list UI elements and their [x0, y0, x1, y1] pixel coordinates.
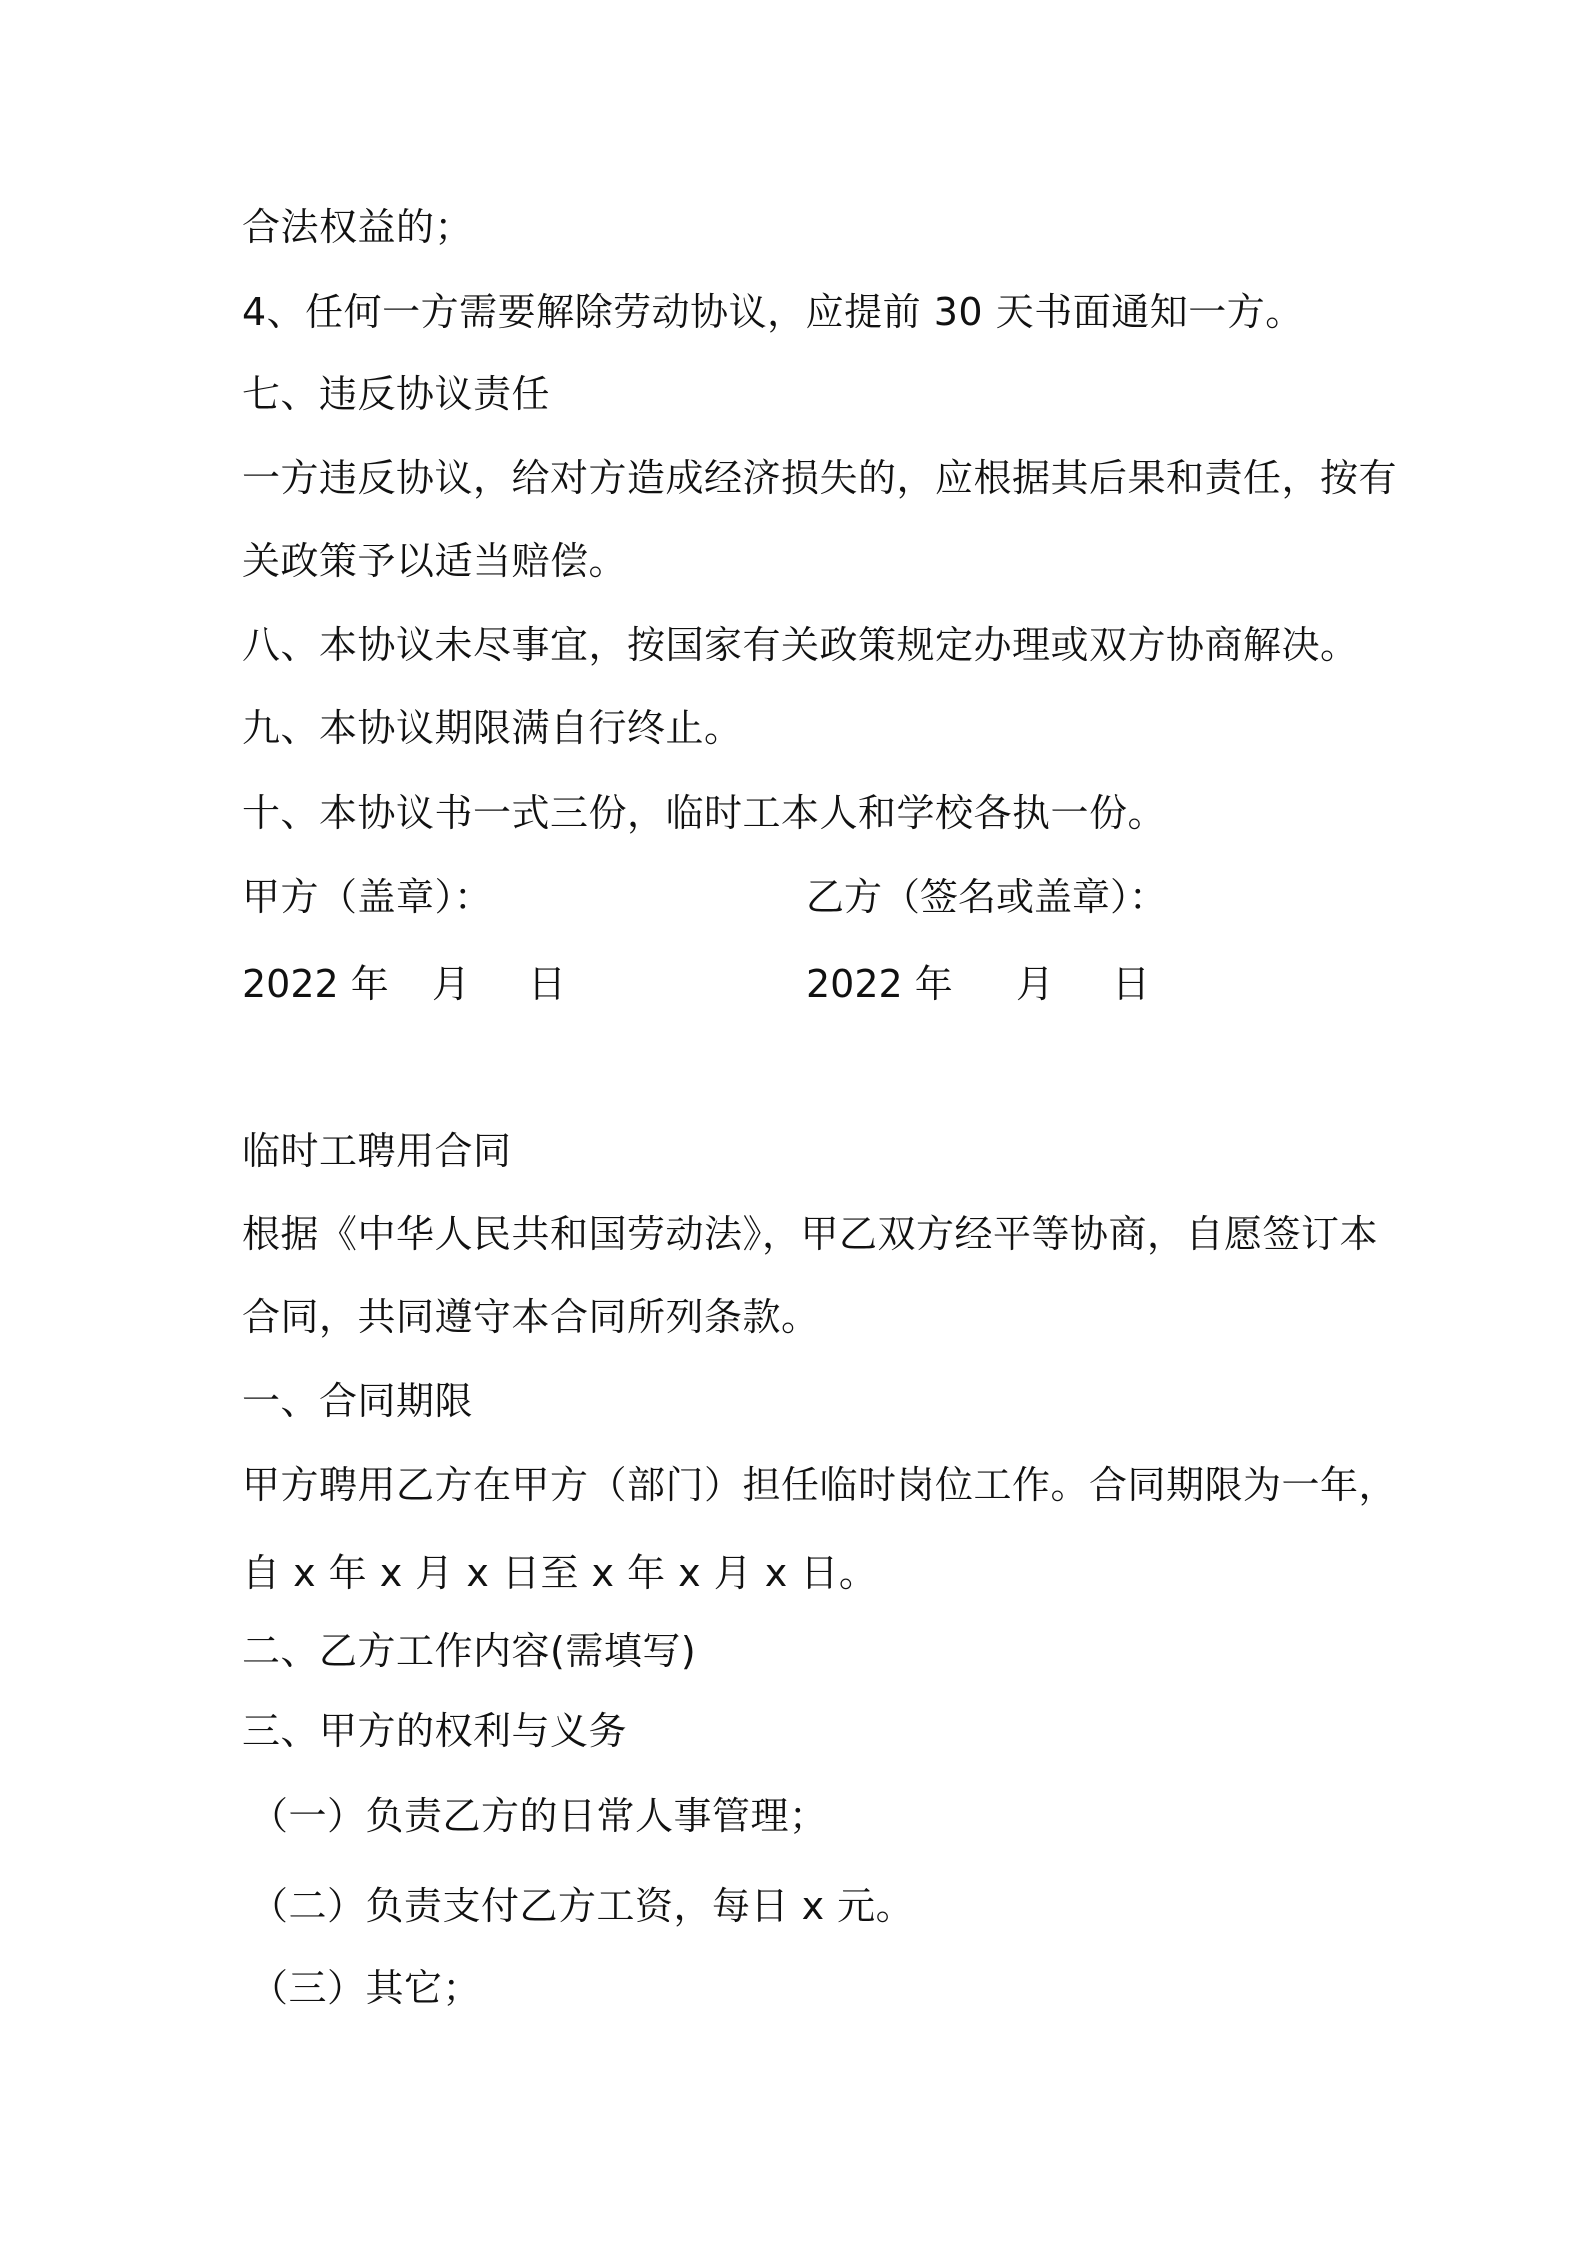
section-heading: 七、违反协议责任 [242, 372, 551, 416]
text-line: 合法权益的； [242, 205, 474, 249]
text-line: 合同，共同遵守本合同所列条款。 [242, 1295, 820, 1339]
section-heading: 二、乙方工作内容(需填写) [242, 1629, 697, 1673]
party-b-month: 月 [1016, 962, 1055, 1006]
text-line: 九、本协议期限满自行终止。 [242, 706, 743, 750]
party-b-signature-label: 乙方（签名或盖章）： [806, 875, 1168, 919]
list-item: （一）负责乙方的日常人事管理； [250, 1794, 828, 1838]
contract-title: 临时工聘用合同 [242, 1129, 512, 1173]
text-line: 甲方聘用乙方在甲方（部门）担任临时岗位工作。合同期限为一年， [242, 1463, 1398, 1507]
section-heading: 三、甲方的权利与义务 [242, 1709, 628, 1753]
list-item: （三）其它； [250, 1966, 482, 2010]
party-a-year: 2022 年 [242, 962, 389, 1006]
party-a-signature-label: 甲方（盖章）： [242, 875, 493, 919]
section-heading: 一、合同期限 [242, 1379, 474, 1423]
text-line: 关政策予以适当赔偿。 [242, 539, 628, 583]
text-line: 八、本协议未尽事宜，按国家有关政策规定办理或双方协商解决。 [242, 623, 1359, 667]
list-item: （二）负责支付乙方工资，每日 x 元。 [250, 1884, 915, 1928]
party-b-day: 日 [1112, 962, 1151, 1006]
party-a-day: 日 [528, 962, 567, 1006]
text-line: 十、本协议书一式三份，临时工本人和学校各执一份。 [242, 791, 1167, 835]
text-line: 一方违反协议，给对方造成经济损失的，应根据其后果和责任，按有 [242, 456, 1398, 500]
text-line: 4、任何一方需要解除劳动协议，应提前 30 天书面通知一方。 [242, 290, 1304, 334]
text-line: 自 x 年 x 月 x 日至 x 年 x 月 x 日。 [242, 1551, 878, 1595]
text-line: 根据《中华人民共和国劳动法》，甲乙双方经平等协商，自愿签订本 [242, 1212, 1379, 1256]
party-b-year: 2022 年 [806, 962, 953, 1006]
party-a-month: 月 [432, 962, 471, 1006]
